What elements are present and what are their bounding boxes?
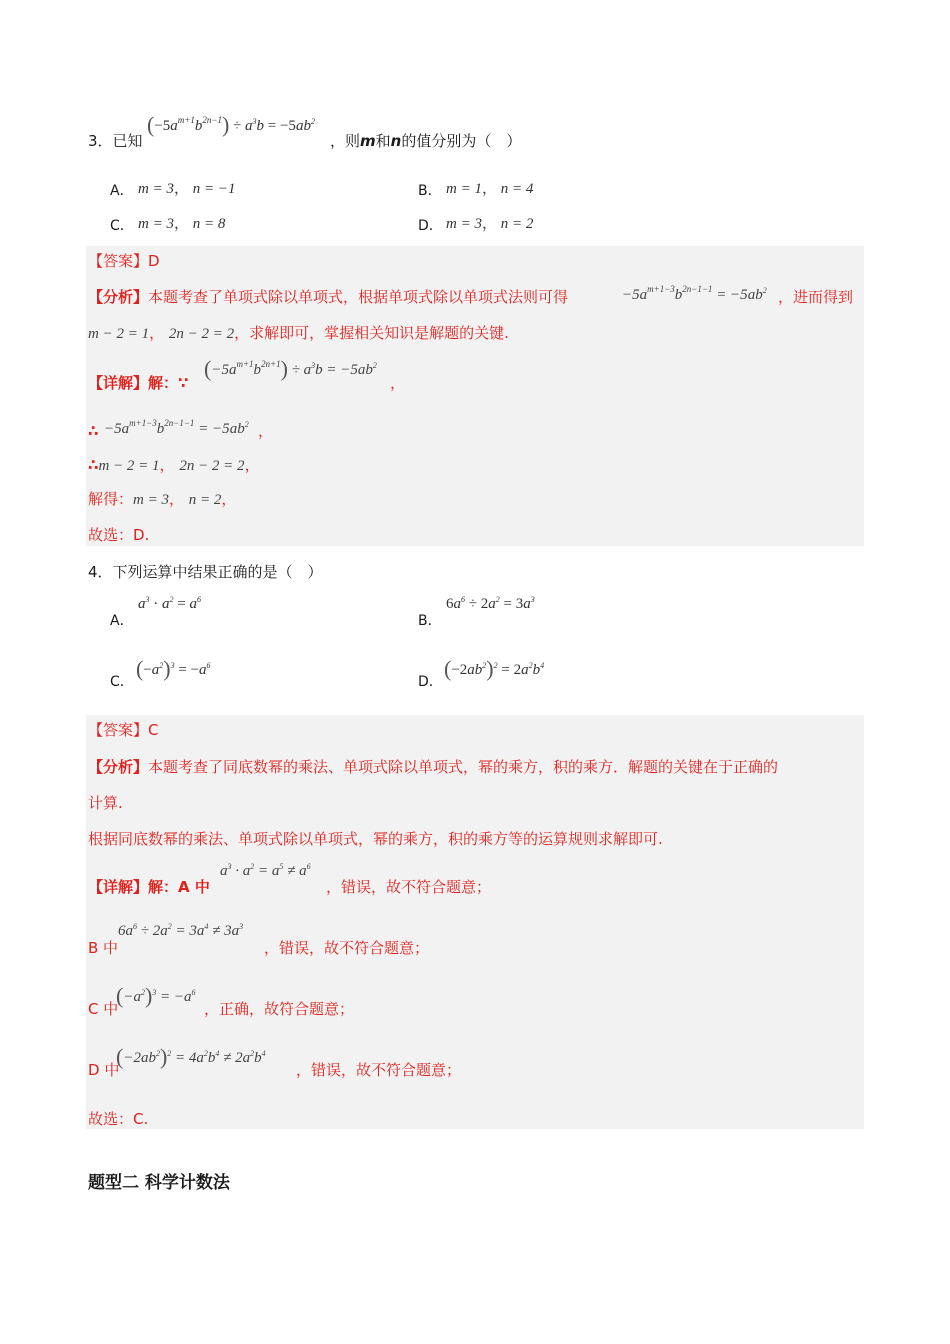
q3-step2 (88, 455, 260, 476)
solve-label: 解得： (88, 490, 134, 508)
sep: ， (481, 216, 497, 232)
q4-stem-text: 下列运算中结果正确的是（ ） (112, 563, 323, 581)
q3-option-a[interactable] (110, 181, 134, 201)
math-part: n = 4 (500, 181, 534, 197)
q3-stem-end: 的值分别为（ ） (401, 132, 522, 150)
q4-option-a-math: $a^3 \cdot a^2 = a^6$ (138, 595, 201, 612)
detail-label: 【详解】解：A 中 (88, 878, 210, 896)
q4-stem (88, 562, 323, 582)
sep: ， (173, 181, 189, 197)
therefore-symbol: ∴ (88, 456, 99, 474)
q4-detail-c-end: ，正确，故符合题意； (204, 1000, 355, 1018)
q4-analysis-line3: 根据同底数幂的乘法、单项式除以单项式，幂的乘方，积的乘方等的运算规则求解即可. (88, 830, 663, 848)
sep: ， (173, 216, 189, 232)
q3-option-c[interactable] (110, 216, 134, 236)
q4-option-d-math: $(-2ab^2)^2 = 2a^2b^4$ (444, 656, 545, 681)
q3-step1-comma: ， (258, 422, 274, 440)
option-label: A． (110, 613, 134, 629)
q4-detail-c-math: $(-a^2)^3 = -a^6$ (116, 983, 196, 1008)
q3-step1-math: $-5a^{m+1-3}b^{2n-1-1} = -5ab^2$ (104, 418, 249, 437)
math-part: m = 3 (138, 216, 174, 232)
q3-choose: 故选：D. (88, 526, 150, 544)
option-label: B． (418, 613, 442, 629)
q3-option-c-math (138, 212, 225, 233)
q3-number: 3． (88, 132, 113, 150)
q4-detail-c: C 中 (88, 1000, 119, 1018)
math-part: n = 2 (500, 216, 534, 232)
q4-detail-a (88, 877, 210, 897)
math-part: m − 2 = 1 (88, 326, 150, 342)
q3-stem-post-text: ，则 (330, 132, 361, 150)
q4-detail-b-end: ，错误，故不符合题意； (264, 939, 430, 957)
q3-option-d[interactable] (418, 216, 443, 236)
option-label: D． (418, 674, 443, 690)
q4-option-a[interactable] (110, 611, 134, 631)
q3-stem (88, 131, 143, 151)
sep: ， (159, 456, 175, 474)
q4-detail-d: D 中 (88, 1061, 120, 1079)
q3-analysis-end: ，进而得到 (778, 288, 854, 306)
math-part: n = 2 (188, 492, 222, 508)
sep: ， (481, 181, 497, 197)
q3-analysis-line2 (88, 323, 509, 344)
q4-analysis-line1 (88, 757, 778, 777)
q3-stem-post (330, 131, 521, 151)
therefore-symbol: ∴ (88, 422, 99, 440)
q3-option-a-math (138, 177, 235, 198)
math-part: m = 3 (446, 216, 482, 232)
var-m: m (360, 132, 376, 150)
math-part: 2n − 2 = 2 (168, 326, 235, 342)
var-n: n (390, 132, 402, 150)
analysis-label: 【分析】 (88, 288, 149, 306)
sep: ， (244, 456, 260, 474)
detail-label: 【详解】解：∵ (88, 374, 189, 392)
math-part: 2n − 2 = 2 (179, 458, 245, 474)
option-label: D． (418, 218, 443, 234)
q4-option-b-math: $6a^6 \div 2a^2 = 3a^3$ (446, 595, 535, 612)
math-part: n = 8 (192, 216, 226, 232)
q3-analysis-math: $-5a^{m+1-3}b^{2n-1-1} = -5ab^2$ (622, 284, 767, 303)
q3-step1 (88, 421, 98, 441)
math-part: m = 1 (446, 181, 482, 197)
q4-analysis-line2: 计算. (88, 794, 123, 812)
q4-option-c[interactable] (110, 672, 134, 692)
q4-detail-a-math: $a^3 \cdot a^2 = a^5 \ne a^6$ (220, 862, 311, 879)
option-label: C． (110, 218, 134, 234)
q3-option-b-math (446, 177, 533, 198)
q3-detail-math: $(-5a^{m+1}b^{2n+1}) \div a^3b = -5ab^2$ (204, 356, 377, 381)
q4-detail-b: B 中 (88, 939, 119, 957)
option-label: A． (110, 183, 134, 199)
q3-analysis-line1 (88, 287, 568, 307)
q3-equation: $(-5a^{m+1}b^{2n-1}) \div a^3b = -5ab^2$ (147, 112, 315, 137)
q4-option-d[interactable] (418, 672, 443, 692)
q4-number: 4． (88, 563, 113, 581)
q3-solve (88, 489, 236, 510)
option-label: C． (110, 674, 134, 690)
q3-option-d-math (446, 212, 533, 233)
q4-detail-d-math: $(-2ab^2)^2 = 4a^2b^4 \ne 2a^2b^4$ (116, 1044, 266, 1069)
q3-and: 和 (375, 132, 391, 150)
math-part: m − 2 = 1 (98, 458, 160, 474)
sep: ， (149, 324, 165, 342)
sep: ， (168, 490, 184, 508)
q4-option-c-math: $(-a^2)^3 = -a^6$ (136, 656, 211, 681)
analysis-label: 【分析】 (88, 758, 149, 776)
math-part: m = 3 (138, 181, 174, 197)
q4-detail-b-math: $6a^6 \div 2a^2 = 3a^4 \ne 3a^3$ (118, 922, 244, 939)
q4-detail-a-end: ，错误，故不符合题意； (326, 878, 492, 896)
analysis-text: 本题考查了单项式除以单项式，根据单项式除以单项式法则可得 (148, 288, 569, 306)
analysis-text: 本题考查了同底数幂的乘法、单项式除以单项式，幂的乘方，积的乘方．解题的关键在于正确的 (148, 758, 779, 776)
q4-answer: 【答案】C (88, 721, 159, 739)
q3-answer: 【答案】D (88, 252, 160, 270)
q4-option-b[interactable] (418, 611, 442, 631)
math-part: n = −1 (192, 181, 236, 197)
q3-detail-comma: ， (390, 374, 406, 392)
option-label: B． (418, 183, 442, 199)
q3-option-b[interactable] (418, 181, 442, 201)
q4-detail-d-end: ，错误，故不符合题意； (296, 1061, 462, 1079)
q4-choose: 故选：C. (88, 1110, 149, 1128)
section-title: 题型二 科学计数法 (88, 1173, 230, 1193)
q3-stem-pre: 已知 (112, 132, 143, 150)
q3-detail-label (88, 373, 188, 393)
analysis-text: ，求解即可，掌握相关知识是解题的关键. (234, 324, 509, 342)
sep: ， (221, 490, 237, 508)
math-part: m = 3 (133, 492, 169, 508)
